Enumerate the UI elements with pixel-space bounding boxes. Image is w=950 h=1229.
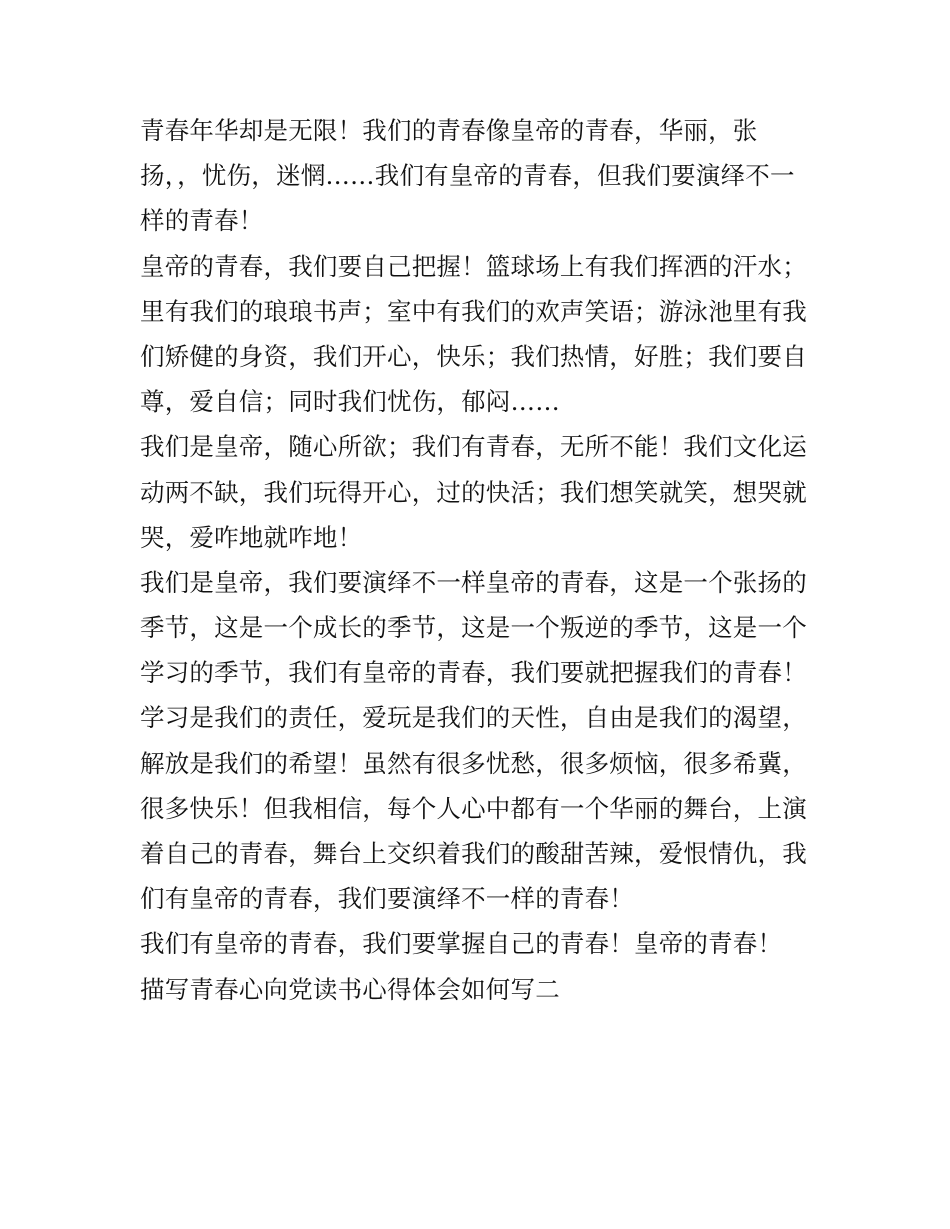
text-line: 学习是我们的责任，爱玩是我们的天性，自由是我们的渴望， xyxy=(140,703,807,733)
text-line: 着自己的青春，舞台上交织着我们的酸甜苦辣，爱恨情仇，我 xyxy=(140,839,807,868)
section-heading: 描写青春心向党读书心得体会如何写二 xyxy=(140,974,560,1004)
document-body xyxy=(140,108,815,1012)
text-line: 解放是我们的希望！虽然有很多忧愁，很多烦恼，很多希冀， xyxy=(140,748,807,778)
text-line: 哭，爱咋地就咋地！ xyxy=(140,522,363,552)
text-line: 学习的季节，我们有皇帝的青春，我们要就把握我们的青春！ xyxy=(140,658,807,688)
text-line: 扬，，忧伤，迷惘……我们有皇帝的青春，但我们要演绎不一 xyxy=(140,161,795,191)
text-line: 很多快乐！但我相信，每个人心中都有一个华丽的舞台，上演 xyxy=(140,793,807,823)
text-line: 我们是皇帝，随心所欲；我们有青春，无所不能！我们文化运 xyxy=(140,432,807,462)
text-line: 青春年华却是无限！我们的青春像皇帝的青春，华丽，张 xyxy=(140,116,758,145)
text-line: 们有皇帝的青春，我们要演绎不一样的青春！ xyxy=(140,884,634,914)
text-line: 动两不缺，我们玩得开心，过的快活；我们想笑就笑，想哭就 xyxy=(140,477,807,507)
text-line: 里有我们的琅琅书声；室中有我们的欢声笑语；游泳池里有我 xyxy=(140,296,807,326)
text-line: 尊，爱自信；同时我们忧伤，郁闷…… xyxy=(140,387,560,417)
text-line: 季节，这是一个成长的季节，这是一个叛逆的季节，这是一个 xyxy=(140,613,807,643)
text-line: 们矫健的身资，我们开心，快乐；我们热情，好胜；我们要自 xyxy=(140,341,807,371)
text-line: 样的青春！ xyxy=(140,206,264,236)
text-line: 皇帝的青春，我们要自己把握！篮球场上有我们挥洒的汗水； xyxy=(140,251,807,281)
text-line: 我们是皇帝，我们要演绎不一样皇帝的青春，这是一个张扬的 xyxy=(140,567,807,597)
text-line: 我们有皇帝的青春，我们要掌握自己的青春！皇帝的青春！ xyxy=(140,929,783,959)
